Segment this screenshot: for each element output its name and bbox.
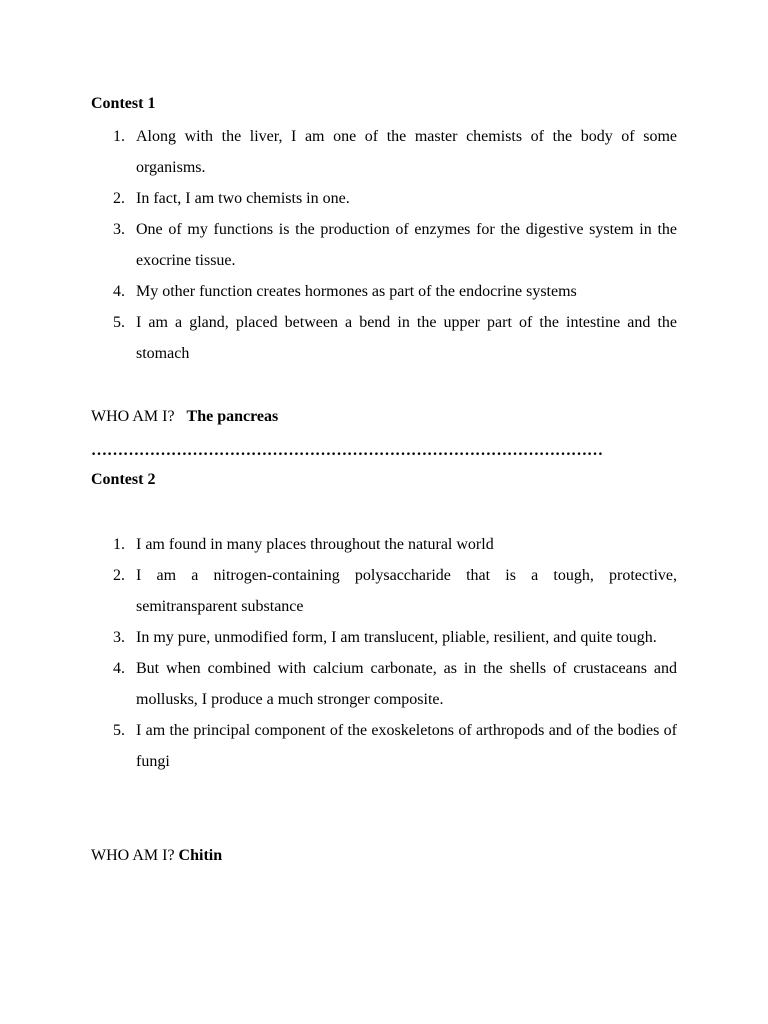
contest-2-who-am-i [91,846,222,866]
list-item [91,307,677,369]
list-item-number: 1. [113,128,125,145]
contest-1-who-am-i [91,407,278,427]
list-item-number: 2. [113,567,125,584]
contest-1-clue-list [91,121,677,369]
list-item-number: 5. [113,722,125,739]
list-item-number: 4. [113,283,125,300]
list-item [91,653,677,715]
list-item-number: 3. [113,221,125,238]
list-item [91,183,677,214]
list-item [91,622,677,653]
list-item-text: One of my functions is the production of enzymes for the digestive system in the exocrine tissue. [136,221,677,269]
list-item [91,715,677,777]
who-am-i-answer: The pancreas [186,408,279,425]
list-item-text: But when combined with calcium carbonate, as in the shells of crustaceans and mollusks, I produce a much stronger composite. [136,660,677,708]
list-item-number: 5. [113,314,125,331]
contest-2-clue-list [91,529,677,777]
list-item-number: 1. [113,536,125,553]
list-item-text: Along with the liver, I am one of the master chemists of the body of some organisms. [136,128,677,176]
list-item [91,560,677,622]
who-am-i-question: WHO AM I? [91,847,175,864]
list-item-text: In fact, I am two chemists in one. [136,190,350,207]
list-item-text: I am the principal component of the exoskeletons of arthropods and of the bodies of fungi [136,722,677,770]
list-item [91,529,677,560]
list-item-number: 4. [113,660,125,677]
list-item-text: In my pure, unmodified form, I am translucent, pliable, resilient, and quite tough. [136,629,657,646]
contest-1-title: Contest 1 [91,95,156,112]
dotted-separator: …………………………………………………………………………………… [91,442,603,459]
list-item-text: I am a nitrogen-containing polysaccharide that is a tough, protective, semitransparent substance [136,567,677,615]
list-item-number: 3. [113,629,125,646]
list-item [91,276,677,307]
who-am-i-question: WHO AM I? [91,408,175,425]
list-item-text: I am found in many places throughout the natural world [136,536,494,553]
list-item [91,121,677,183]
contest-2-title: Contest 2 [91,471,156,488]
who-am-i-answer: Chitin [178,847,223,864]
list-item [91,214,677,276]
list-item-number: 2. [113,190,125,207]
list-item-text: My other function creates hormones as part of the endocrine systems [136,283,577,300]
list-item-text: I am a gland, placed between a bend in the upper part of the intestine and the stomach [136,314,677,362]
